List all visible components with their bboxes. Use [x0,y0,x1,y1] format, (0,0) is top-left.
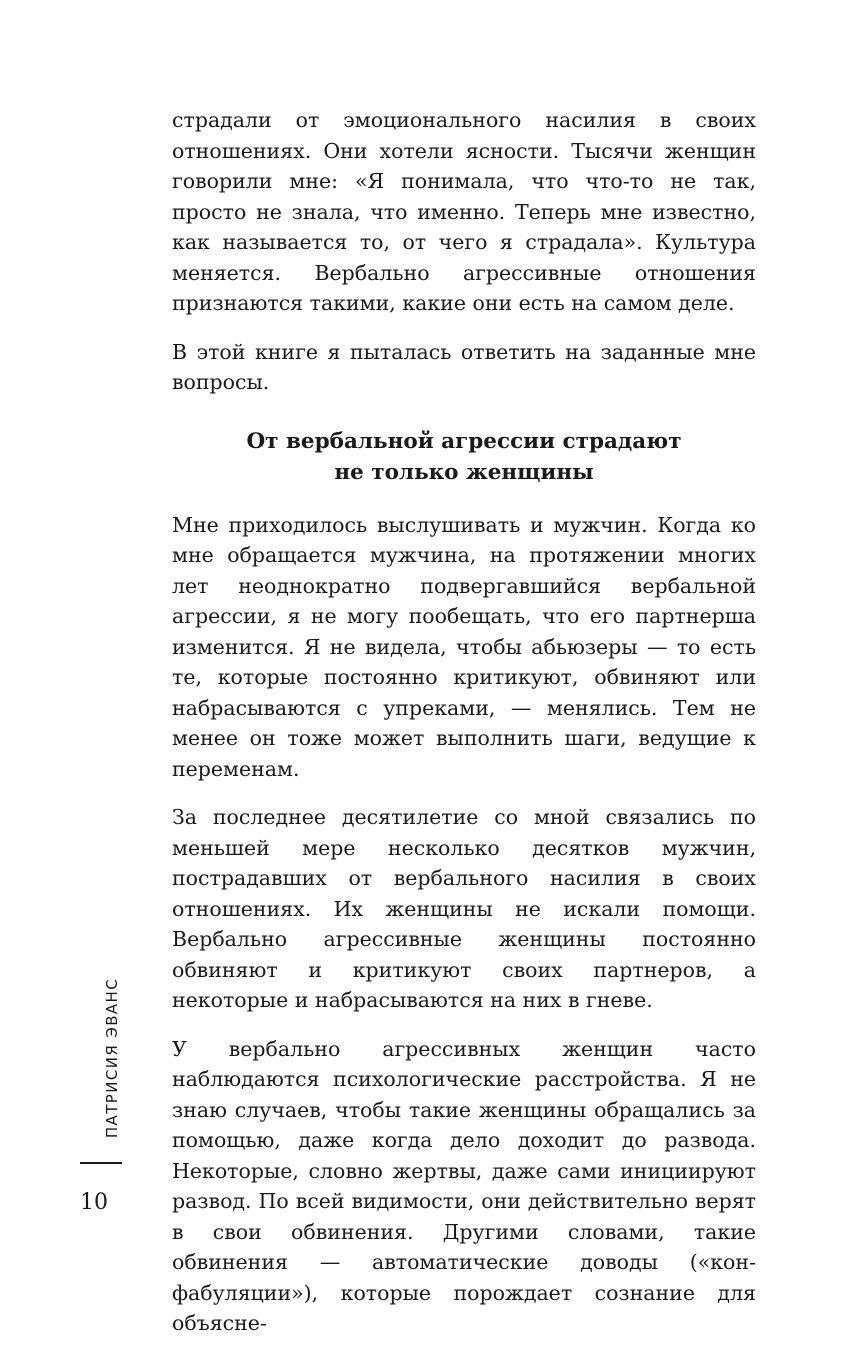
paragraph: страдали от эмоционального насилия в своих отношениях. Они хотели ясности. Тысячи женщин говорили мне: «Я понимала, что что-то не так, просто не знала, что именно. Теперь мне известно, как называется то, от чего я страдала». Культура меняется. Вербально агрессивные отношения признаются такими, какие они есть на самом деле. [172,108,756,315]
section-heading-line: не только женщины [334,459,594,485]
paragraph: За последнее десятилетие со мной связались по меньшей мере несколько десятков мужчин, пострадавших от вербального насилия в своих отношениях. Их женщины не искали помощи. Вербально агрессивные женщины постоянно обвиняют и критикуют своих партнеров, а некоторые и набрасываются на них в гневе. [172,805,756,1012]
body-text [172,105,756,1357]
paragraph: Мне приходилось выслушивать и мужчин. Когда ко мне обращается мужчина, на протяжении многих лет неоднократно подвергавшийся вербальной агрессии, я не могу пообещать, что его партнерша изменится. Я не видела, чтобы абьюзеры — то есть те, которые постоянно критикуют, обвиняют или набрасываются с упреками, — менялись. Тем не менее он тоже может выполнить шаги, ведущие к переменам. [172,512,756,781]
paragraph: У вербально агрессивных женщин часто наблюдаются психологические расстройства. Я не знаю случаев, чтобы такие женщины обращались за помощью, даже когда дело доходит до развода. Некоторые, словно жертвы, даже сами инициируют развод. По всей видимости, они действительно верят в свои обвинения. Другими словами, такие обвинения — автоматические доводы («конфабуляции»), которые порождает сознание для объясне- [172,1036,756,1335]
paragraph: В этой книге я пыталась ответить на заданные мне вопросы. [172,339,756,394]
section-heading [172,426,756,488]
footer-rule [80,1162,122,1164]
page-number: 10 [80,1190,108,1215]
running-head-author: ПАТРИСИЯ ЭВАНС [103,977,121,1138]
section-heading-line: От вербальной агрессии страдают [246,428,682,454]
running-head [92,960,132,1155]
